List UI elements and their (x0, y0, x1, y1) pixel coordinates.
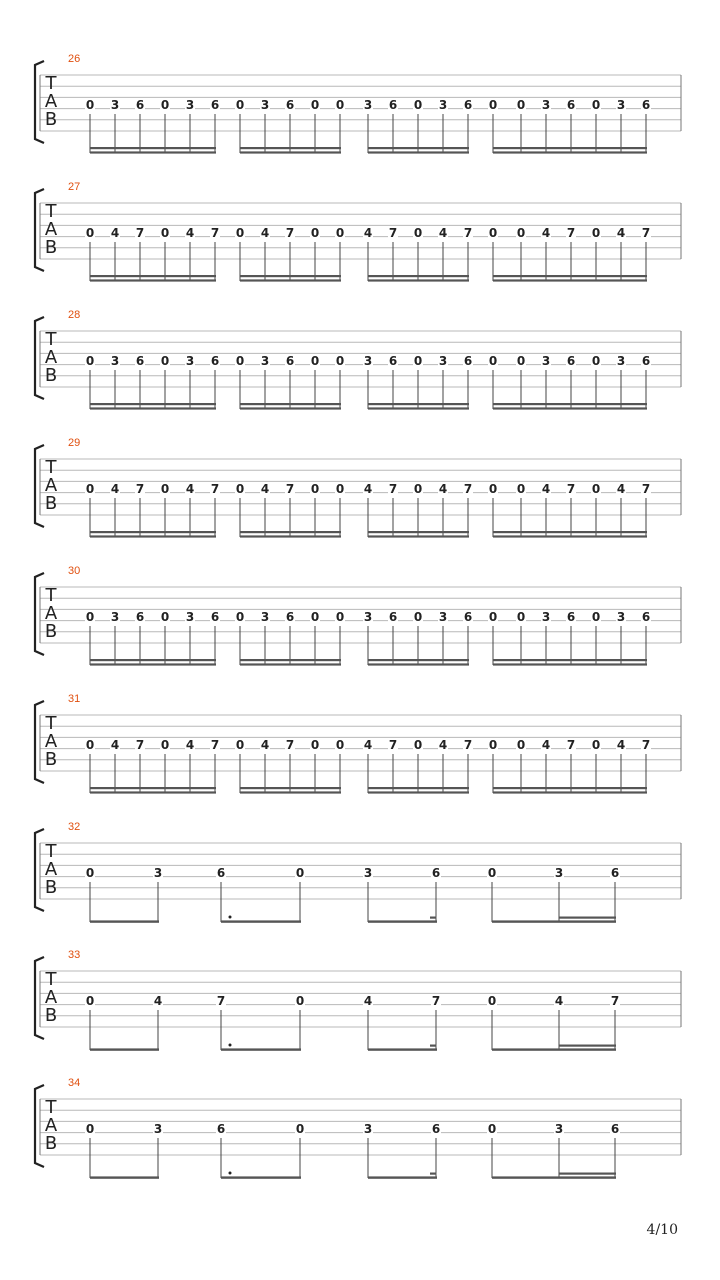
fret-number: 7 (285, 482, 295, 496)
fret-number: 7 (463, 482, 473, 496)
beam (240, 659, 341, 661)
tab-clef-letter: T (45, 585, 57, 606)
tab-clef-letter: B (44, 493, 58, 514)
fret-number: 4 (616, 226, 626, 240)
fret-number: 3 (554, 1122, 564, 1136)
fret-number: 0 (516, 98, 526, 112)
beam (493, 791, 647, 793)
fret-number: 3 (616, 98, 626, 112)
beam (90, 147, 216, 149)
fret-number: 0 (160, 482, 170, 496)
tab-clef-letter: T (45, 201, 57, 222)
measure-number: 32 (68, 821, 81, 833)
fret-number: 4 (363, 482, 373, 496)
fret-number: 6 (216, 866, 226, 880)
fret-number: 0 (335, 226, 345, 240)
beam (493, 407, 647, 409)
fret-number: 7 (135, 226, 145, 240)
partial-beam (430, 1173, 437, 1175)
tab-clef-letter: A (44, 347, 58, 368)
fret-number: 0 (235, 610, 245, 624)
fret-number: 6 (463, 610, 473, 624)
beam (90, 403, 216, 405)
fret-number: 3 (185, 354, 195, 368)
fret-number: 0 (413, 226, 423, 240)
fret-number: 7 (463, 738, 473, 752)
fret-number: 0 (413, 482, 423, 496)
fret-number: 3 (438, 98, 448, 112)
fret-number: 0 (488, 610, 498, 624)
beam (368, 791, 469, 793)
tab-clef-letter: A (44, 859, 58, 880)
fret-number: 0 (487, 994, 497, 1008)
secondary-beam (559, 1173, 616, 1175)
tab-system (35, 693, 681, 794)
fret-number: 0 (488, 98, 498, 112)
beam (493, 151, 647, 153)
page-number: 4/10 (646, 1222, 678, 1238)
fret-number: 6 (285, 98, 295, 112)
tab-system (35, 181, 681, 282)
tab-system (35, 309, 681, 410)
fret-number: 6 (431, 1122, 441, 1136)
fret-number: 7 (566, 226, 576, 240)
fret-number: 6 (210, 354, 220, 368)
fret-number: 6 (135, 98, 145, 112)
tab-clef-letter: T (45, 329, 57, 350)
fret-number: 3 (153, 866, 163, 880)
fret-number: 0 (591, 226, 601, 240)
fret-number: 3 (110, 354, 120, 368)
beam (90, 1048, 159, 1050)
fret-number: 7 (463, 226, 473, 240)
beam (90, 791, 216, 793)
beam (368, 275, 469, 277)
beam (368, 403, 469, 405)
beam (240, 403, 341, 405)
fret-number: 4 (541, 226, 551, 240)
beam (221, 1048, 301, 1050)
fret-number: 7 (610, 994, 620, 1008)
beam (90, 279, 216, 281)
fret-number: 4 (616, 482, 626, 496)
secondary-beam (559, 917, 616, 919)
fret-number: 0 (516, 738, 526, 752)
beam (368, 535, 469, 537)
fret-number: 6 (285, 610, 295, 624)
tab-clef-letter: B (44, 237, 58, 258)
fret-number: 4 (153, 994, 163, 1008)
fret-number: 3 (153, 1122, 163, 1136)
fret-number: 4 (363, 994, 373, 1008)
measure-number: 33 (68, 949, 81, 961)
fret-number: 0 (160, 98, 170, 112)
beam (240, 791, 341, 793)
tab-clef-letter: T (45, 969, 57, 990)
beam (493, 147, 647, 149)
measure-number: 34 (68, 1077, 81, 1089)
fret-number: 0 (310, 738, 320, 752)
fret-number: 0 (335, 482, 345, 496)
fret-number: 0 (295, 1122, 305, 1136)
beam (368, 151, 469, 153)
measure-number: 28 (68, 309, 81, 321)
beam (493, 279, 647, 281)
fret-number: 4 (438, 738, 448, 752)
fret-number: 0 (516, 482, 526, 496)
beam (368, 663, 469, 665)
tab-clef-letter: B (44, 109, 58, 130)
fret-number: 3 (363, 1122, 373, 1136)
beam (492, 1048, 616, 1050)
fret-number: 7 (566, 738, 576, 752)
tab-clef-letter: B (44, 621, 58, 642)
tab-system (35, 821, 681, 923)
fret-number: 4 (541, 738, 551, 752)
fret-number: 6 (388, 98, 398, 112)
tab-clef-letter: T (45, 1097, 57, 1118)
fret-number: 7 (210, 482, 220, 496)
fret-number: 4 (554, 994, 564, 1008)
fret-number: 7 (135, 482, 145, 496)
fret-number: 4 (185, 738, 195, 752)
beam (90, 663, 216, 665)
beam (240, 531, 341, 533)
fret-number: 3 (554, 866, 564, 880)
fret-number: 3 (185, 610, 195, 624)
beam (368, 279, 469, 281)
beam (240, 787, 341, 789)
beam (493, 535, 647, 537)
fret-number: 0 (413, 610, 423, 624)
beam (90, 787, 216, 789)
fret-number: 3 (616, 610, 626, 624)
fret-number: 6 (388, 610, 398, 624)
fret-number: 0 (335, 98, 345, 112)
fret-number: 0 (85, 482, 95, 496)
beam (368, 787, 469, 789)
fret-number: 3 (541, 98, 551, 112)
fret-number: 3 (363, 98, 373, 112)
fret-number: 6 (285, 354, 295, 368)
tab-clef-letter: T (45, 713, 57, 734)
beam (493, 663, 647, 665)
beam (493, 403, 647, 405)
fret-number: 0 (413, 738, 423, 752)
fret-number: 6 (210, 98, 220, 112)
beam (493, 787, 647, 789)
fret-number: 7 (216, 994, 226, 1008)
beam (90, 920, 159, 922)
fret-number: 0 (85, 226, 95, 240)
beam (493, 275, 647, 277)
beam (90, 1176, 159, 1178)
fret-number: 4 (616, 738, 626, 752)
fret-number: 6 (641, 610, 651, 624)
beam (368, 407, 469, 409)
fret-number: 0 (85, 994, 95, 1008)
measure-number: 26 (68, 53, 81, 65)
beam (240, 147, 341, 149)
fret-number: 3 (363, 354, 373, 368)
beam (368, 531, 469, 533)
fret-number: 0 (591, 738, 601, 752)
fret-number: 3 (541, 610, 551, 624)
fret-number: 0 (335, 610, 345, 624)
partial-beam (430, 1045, 437, 1047)
fret-number: 0 (488, 738, 498, 752)
fret-number: 6 (566, 354, 576, 368)
beam (90, 151, 216, 153)
dot (229, 1172, 232, 1175)
fret-number: 0 (516, 610, 526, 624)
measure-number: 29 (68, 437, 81, 449)
fret-number: 3 (438, 354, 448, 368)
fret-number: 7 (285, 738, 295, 752)
fret-number: 0 (85, 610, 95, 624)
fret-number: 0 (413, 98, 423, 112)
fret-number: 7 (431, 994, 441, 1008)
measure-number: 30 (68, 565, 81, 577)
fret-number: 6 (388, 354, 398, 368)
fret-number: 3 (185, 98, 195, 112)
fret-number: 6 (566, 610, 576, 624)
fret-number: 0 (591, 482, 601, 496)
fret-number: 6 (566, 98, 576, 112)
fret-number: 0 (295, 994, 305, 1008)
fret-number: 0 (310, 610, 320, 624)
fret-number: 4 (541, 482, 551, 496)
fret-number: 3 (541, 354, 551, 368)
fret-number: 6 (135, 354, 145, 368)
fret-number: 4 (110, 482, 120, 496)
measure-number: 27 (68, 181, 81, 193)
fret-number: 0 (591, 354, 601, 368)
fret-number: 0 (413, 354, 423, 368)
fret-number: 7 (641, 482, 651, 496)
beam (240, 151, 341, 153)
beam (90, 407, 216, 409)
fret-number: 6 (135, 610, 145, 624)
fret-number: 4 (260, 482, 270, 496)
fret-number: 7 (210, 226, 220, 240)
fret-number: 6 (210, 610, 220, 624)
fret-number: 4 (260, 226, 270, 240)
fret-number: 4 (110, 738, 120, 752)
beam (240, 279, 341, 281)
tab-clef-letter: B (44, 365, 58, 386)
tab-clef-letter: A (44, 219, 58, 240)
fret-number: 0 (310, 354, 320, 368)
fret-number: 3 (110, 98, 120, 112)
fret-number: 0 (160, 738, 170, 752)
fret-number: 7 (135, 738, 145, 752)
fret-number: 0 (235, 482, 245, 496)
tab-clef-letter: A (44, 475, 58, 496)
fret-number: 3 (260, 610, 270, 624)
tab-clef-letter: B (44, 1133, 58, 1154)
fret-number: 7 (388, 226, 398, 240)
fret-number: 0 (85, 1122, 95, 1136)
fret-number: 0 (591, 610, 601, 624)
fret-number: 6 (641, 354, 651, 368)
tab-system (35, 53, 681, 154)
beam (90, 531, 216, 533)
beam (221, 920, 301, 922)
beam (368, 147, 469, 149)
partial-beam (430, 917, 437, 919)
fret-number: 7 (285, 226, 295, 240)
beam (240, 535, 341, 537)
beam (493, 531, 647, 533)
beam (368, 659, 469, 661)
fret-number: 6 (431, 866, 441, 880)
fret-number: 4 (185, 226, 195, 240)
fret-number: 3 (616, 354, 626, 368)
fret-number: 0 (310, 226, 320, 240)
beam (90, 275, 216, 277)
tab-system (35, 1077, 681, 1179)
fret-number: 0 (85, 738, 95, 752)
tab-clef-letter: A (44, 91, 58, 112)
fret-number: 7 (566, 482, 576, 496)
fret-number: 7 (641, 226, 651, 240)
fret-number: 0 (516, 226, 526, 240)
tab-system (35, 949, 681, 1051)
fret-number: 0 (85, 866, 95, 880)
beam (240, 275, 341, 277)
fret-number: 4 (110, 226, 120, 240)
beam (90, 659, 216, 661)
fret-number: 7 (388, 738, 398, 752)
beam (90, 535, 216, 537)
fret-number: 0 (160, 610, 170, 624)
fret-number: 6 (641, 98, 651, 112)
beam (368, 1176, 437, 1178)
beam (240, 407, 341, 409)
tab-system (35, 437, 681, 538)
fret-number: 4 (363, 226, 373, 240)
beam (221, 1176, 301, 1178)
fret-number: 0 (85, 98, 95, 112)
tab-clef-letter: B (44, 1005, 58, 1026)
fret-number: 3 (363, 866, 373, 880)
tab-clef-letter: A (44, 603, 58, 624)
tab-clef-letter: B (44, 749, 58, 770)
fret-number: 4 (438, 226, 448, 240)
tab-system (35, 565, 681, 666)
fret-number: 0 (310, 482, 320, 496)
tab-clef-letter: B (44, 877, 58, 898)
fret-number: 6 (463, 354, 473, 368)
fret-number: 0 (160, 354, 170, 368)
fret-number: 4 (185, 482, 195, 496)
fret-number: 7 (388, 482, 398, 496)
fret-number: 6 (610, 866, 620, 880)
fret-number: 4 (363, 738, 373, 752)
tab-clef-letter: T (45, 841, 57, 862)
fret-number: 0 (487, 1122, 497, 1136)
fret-number: 0 (235, 226, 245, 240)
tab-clef-letter: T (45, 73, 57, 94)
fret-number: 7 (641, 738, 651, 752)
fret-number: 3 (260, 98, 270, 112)
fret-number: 0 (335, 354, 345, 368)
tab-clef-letter: A (44, 1115, 58, 1136)
beam (368, 920, 437, 922)
fret-number: 6 (216, 1122, 226, 1136)
beam (240, 663, 341, 665)
fret-number: 0 (235, 354, 245, 368)
fret-number: 0 (335, 738, 345, 752)
fret-number: 0 (488, 354, 498, 368)
fret-number: 4 (260, 738, 270, 752)
fret-number: 3 (363, 610, 373, 624)
fret-number: 3 (110, 610, 120, 624)
fret-number: 7 (210, 738, 220, 752)
fret-number: 0 (85, 354, 95, 368)
measure-number: 31 (68, 693, 81, 705)
fret-number: 0 (488, 226, 498, 240)
fret-number: 0 (235, 98, 245, 112)
fret-number: 6 (610, 1122, 620, 1136)
tab-clef-letter: A (44, 731, 58, 752)
tab-clef-letter: A (44, 987, 58, 1008)
beam (493, 659, 647, 661)
beam (492, 920, 616, 922)
fret-number: 3 (438, 610, 448, 624)
fret-number: 0 (295, 866, 305, 880)
fret-number: 0 (591, 98, 601, 112)
beam (492, 1176, 616, 1178)
fret-number: 0 (160, 226, 170, 240)
systems (35, 53, 681, 1179)
fret-number: 4 (438, 482, 448, 496)
fret-number: 3 (260, 354, 270, 368)
fret-number: 0 (310, 98, 320, 112)
fret-number: 0 (488, 482, 498, 496)
fret-number: 6 (463, 98, 473, 112)
fret-number: 0 (516, 354, 526, 368)
beam (368, 1048, 437, 1050)
secondary-beam (559, 1045, 616, 1047)
fret-number: 0 (235, 738, 245, 752)
tab-clef-letter: T (45, 457, 57, 478)
dot (229, 916, 232, 919)
fret-number: 0 (487, 866, 497, 880)
dot (229, 1044, 232, 1047)
